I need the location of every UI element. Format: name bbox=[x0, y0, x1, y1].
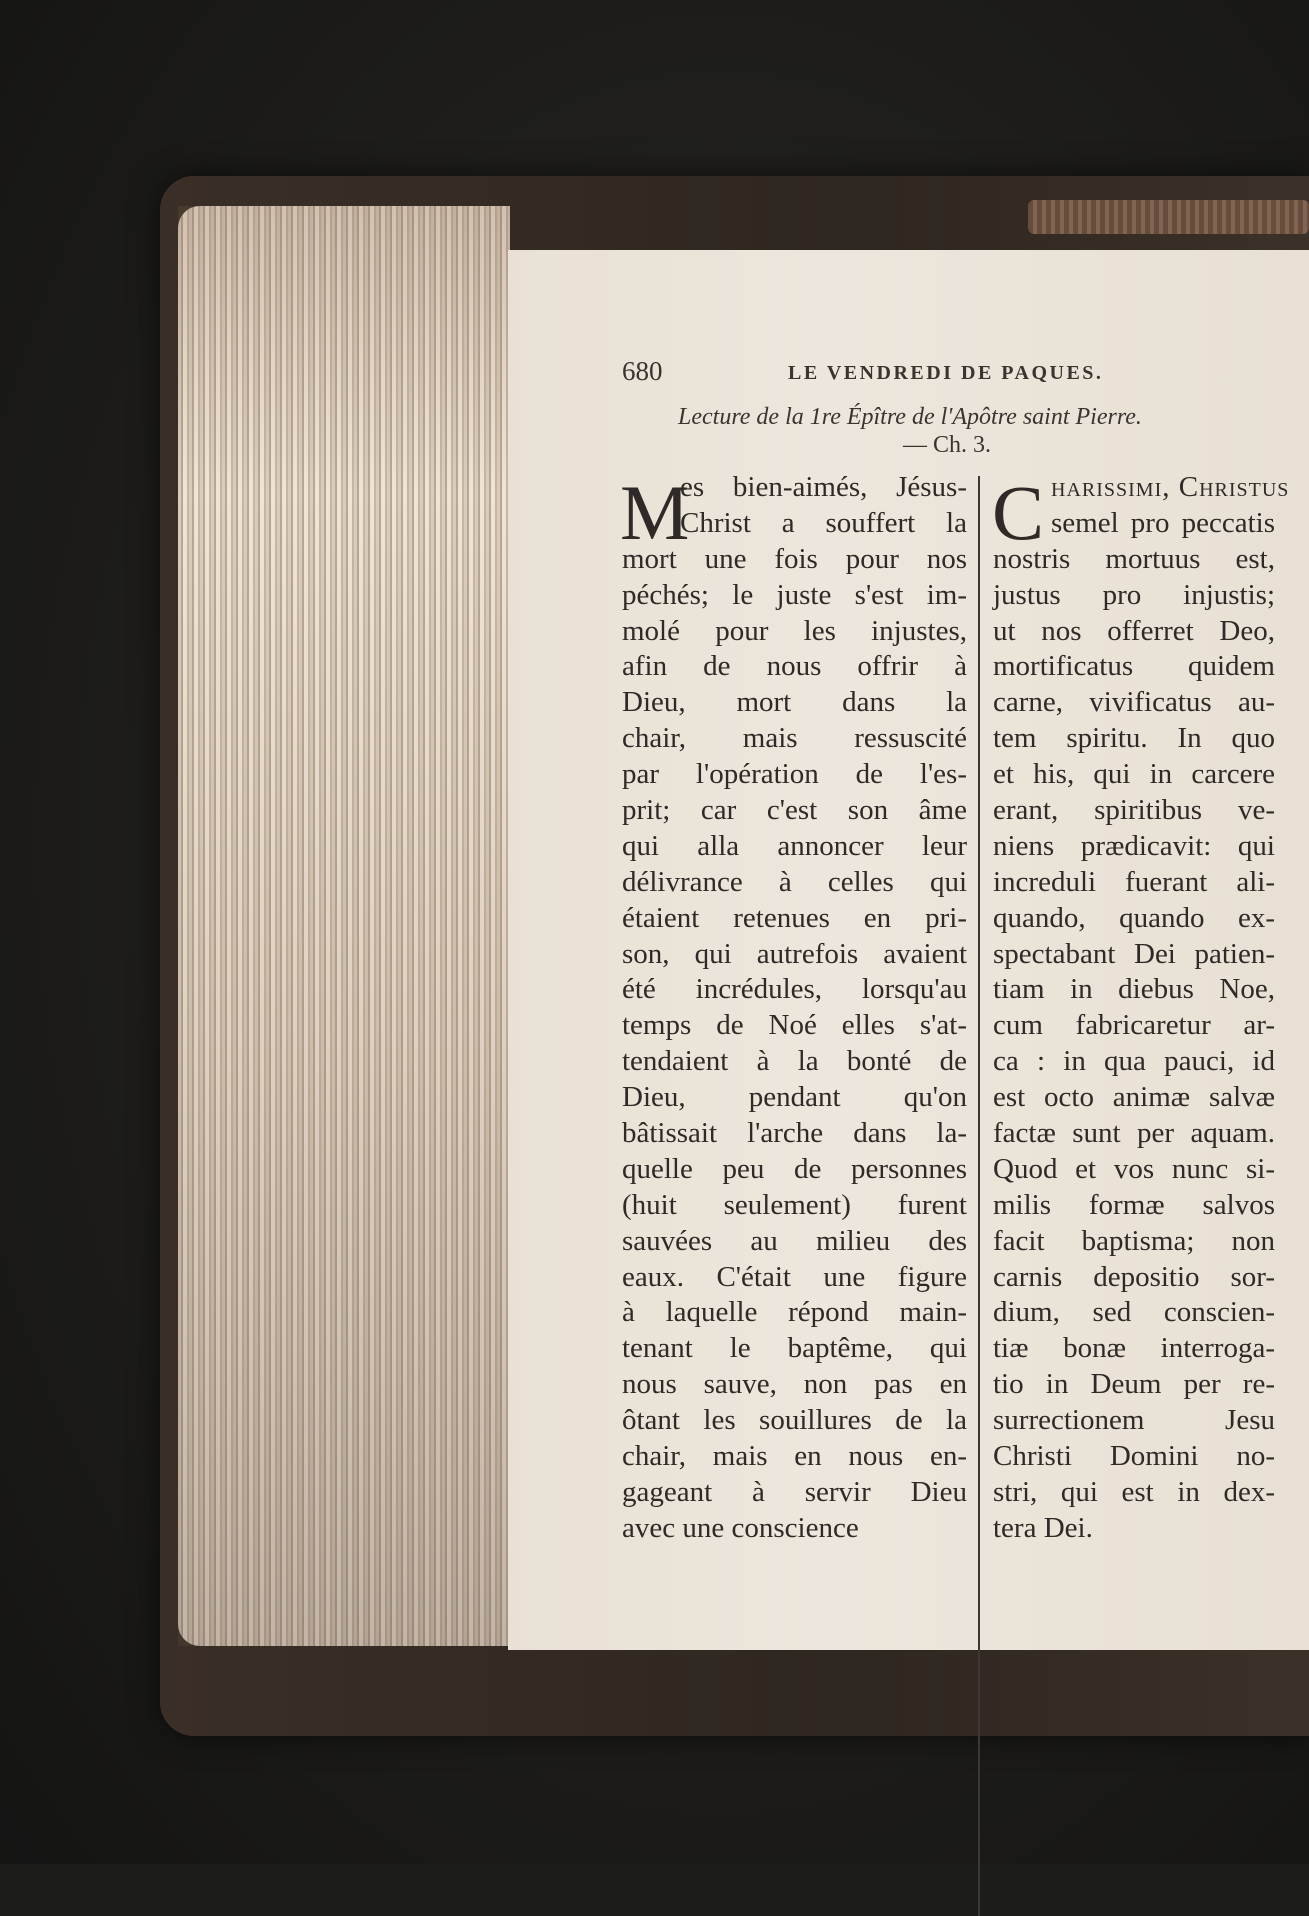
french-text-line: bâtissait l'arche dans la- bbox=[622, 1117, 967, 1150]
french-text-line: Dieu, pendant qu'on bbox=[622, 1081, 967, 1114]
latin-text-line: erant, spiritibus ve- bbox=[993, 794, 1275, 827]
latin-text-line: harissimi, Christus bbox=[1051, 471, 1290, 503]
reading-chapter: — Ch. 3. bbox=[903, 432, 992, 458]
latin-text-line: justus pro injustis; bbox=[993, 578, 1275, 611]
french-text-line: molé pour les injustes, bbox=[622, 614, 967, 647]
reading-heading-text: Lecture de la 1re Épître de l'Apôtre saint Pierre. bbox=[678, 404, 1142, 430]
french-text-line: afin de nous offrir à bbox=[622, 650, 967, 683]
latin-text-line: tiam in diebus Noe, bbox=[993, 973, 1275, 1006]
latin-text-line: carne, vivificatus au- bbox=[993, 686, 1275, 719]
latin-text-line: niens prædicavit: qui bbox=[993, 829, 1275, 862]
french-text-line: prit; car c'est son âme bbox=[622, 794, 967, 827]
latin-text-line: facit baptisma; non bbox=[993, 1224, 1275, 1257]
latin-text-line: quando, quando ex- bbox=[993, 901, 1275, 934]
french-column bbox=[622, 470, 967, 1547]
latin-text-line: tio in Deum per re- bbox=[993, 1368, 1275, 1401]
latin-column bbox=[993, 470, 1290, 1547]
french-text-line: chair, mais en nous en- bbox=[622, 1440, 967, 1473]
french-text-line: avec une conscience bbox=[622, 1511, 859, 1544]
column-divider bbox=[978, 476, 980, 1916]
french-text-line: qui alla annoncer leur bbox=[622, 829, 967, 862]
latin-text-line: ut nos offerret Deo, bbox=[993, 614, 1275, 647]
french-text-line: quelle peu de personnes bbox=[622, 1152, 967, 1185]
latin-text-line: et his, qui in carcere bbox=[993, 758, 1275, 791]
latin-text-line: tera Dei. bbox=[993, 1511, 1093, 1544]
french-text-line: étaient retenues en pri- bbox=[622, 901, 967, 934]
french-text-line: Dieu, mort dans la bbox=[622, 686, 967, 719]
french-text-line: sauvées au milieu des bbox=[622, 1224, 967, 1257]
latin-text-line: semel pro peccatis bbox=[1051, 506, 1275, 539]
page-edges bbox=[178, 206, 510, 1646]
french-text-line: temps de Noé elles s'at- bbox=[622, 1009, 967, 1042]
french-text-line: eaux. C'était une figure bbox=[622, 1260, 967, 1293]
french-text-line: chair, mais ressuscité bbox=[622, 722, 967, 755]
latin-text-line: surrectionem Jesu bbox=[993, 1404, 1275, 1437]
bookmark-ribbon bbox=[1028, 200, 1309, 234]
latin-text-line: Christi Domini no- bbox=[993, 1440, 1275, 1473]
french-text-line: péchés; le juste s'est im- bbox=[622, 578, 967, 611]
french-text-line: délivrance à celles qui bbox=[622, 865, 967, 898]
french-text-line: son, qui autrefois avaient bbox=[622, 937, 967, 970]
latin-text-line: nostris mortuus est, bbox=[993, 542, 1275, 575]
latin-text-line: dium, sed conscien- bbox=[993, 1296, 1275, 1329]
latin-text-line: spectabant Dei patien- bbox=[993, 937, 1275, 970]
latin-text-line: milis formæ salvos bbox=[993, 1188, 1275, 1221]
latin-text-line: stri, qui est in dex- bbox=[993, 1475, 1275, 1508]
latin-text-line: ca : in qua pauci, id bbox=[993, 1045, 1275, 1078]
french-text-line: Christ a souffert la bbox=[680, 506, 967, 539]
latin-text-line: factæ sunt per aquam. bbox=[993, 1117, 1275, 1150]
french-text-line: été incrédules, lorsqu'au bbox=[622, 973, 967, 1006]
reading-heading bbox=[678, 404, 1142, 431]
latin-text-line: mortificatus quidem bbox=[993, 650, 1275, 683]
french-text-line: par l'opération de l'es- bbox=[622, 758, 967, 791]
latin-dropcap: C bbox=[992, 469, 1045, 556]
latin-text-line: increduli fuerant ali- bbox=[993, 865, 1275, 898]
french-dropcap: M bbox=[620, 469, 690, 556]
french-text-line: ôtant les souillures de la bbox=[622, 1404, 967, 1437]
french-text-line: à laquelle répond main- bbox=[622, 1296, 967, 1329]
french-text-line: gageant à servir Dieu bbox=[622, 1475, 967, 1508]
running-title: LE VENDREDI DE PAQUES. bbox=[788, 362, 1104, 384]
latin-text-line: cum fabricaretur ar- bbox=[993, 1009, 1275, 1042]
latin-text-line: Quod et vos nunc si- bbox=[993, 1152, 1275, 1185]
latin-text-line: tem spiritu. In quo bbox=[993, 722, 1275, 755]
french-text-line: nous sauve, non pas en bbox=[622, 1368, 967, 1401]
latin-text-line: tiæ bonæ interroga- bbox=[993, 1332, 1275, 1365]
latin-text-line: carnis depositio sor- bbox=[993, 1260, 1275, 1293]
french-text-line: tendaient à la bonté de bbox=[622, 1045, 967, 1078]
latin-text-line: est octo animæ salvæ bbox=[993, 1081, 1275, 1114]
french-text-line: es bien-aimés, Jésus- bbox=[680, 471, 967, 503]
page-number: 680 bbox=[622, 356, 663, 386]
french-text-line: mort une fois pour nos bbox=[622, 542, 967, 575]
french-text-line: tenant le baptême, qui bbox=[622, 1332, 967, 1365]
french-text-line: (huit seulement) furent bbox=[622, 1188, 967, 1221]
